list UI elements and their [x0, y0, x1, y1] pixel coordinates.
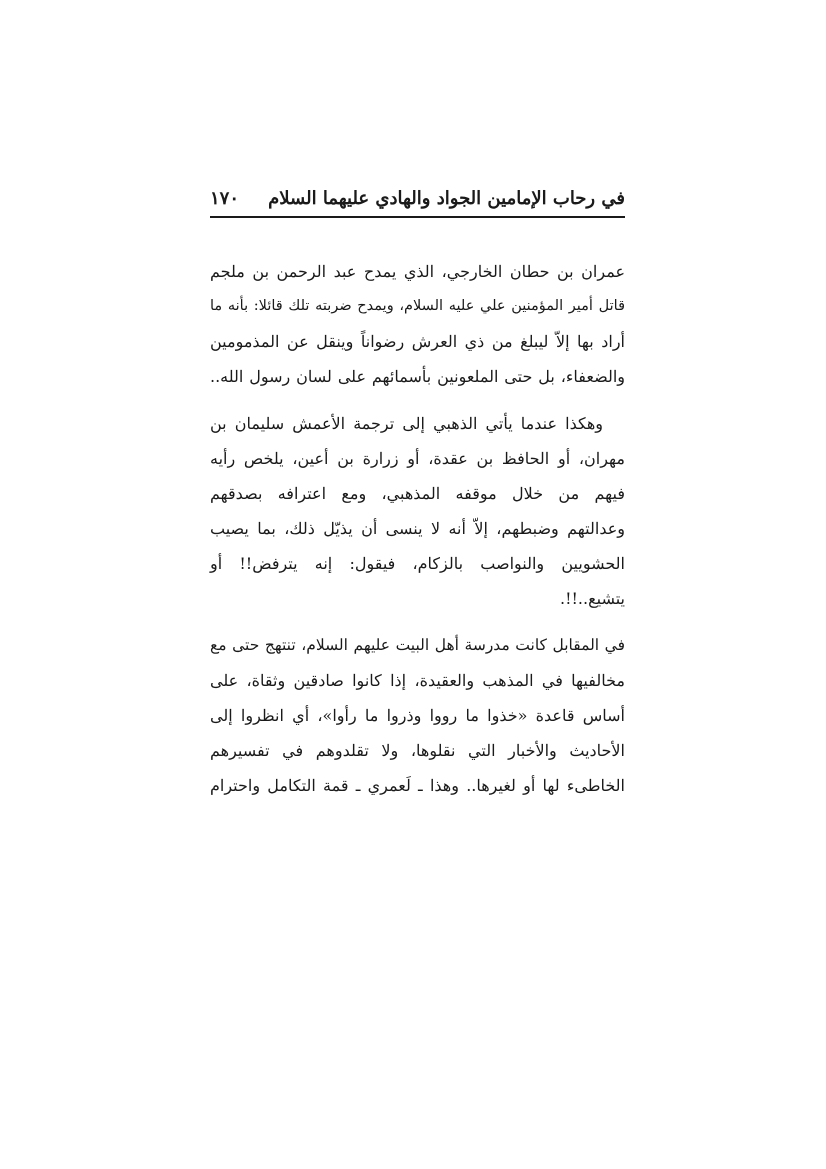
- text-line: وهكذا عندما يأتي الذهبي إلى ترجمة الأعمش سليمان بن: [210, 414, 603, 433]
- text-line: مهران، أو الحافظ بن عقدة، أو زرارة بن أعين، يلخص رأيه: [210, 449, 625, 468]
- page-header: [210, 186, 625, 216]
- text-line: أراد بها إلاّ ليبلغ من ذي العرش رضواناً وينقل عن المذمومين: [210, 332, 625, 351]
- text-line: فيهم من خلال موقفه المذهبي، ومع اعترافه بصدقهم: [210, 484, 625, 503]
- text-line: الأحاديث والأخبار التي نقلوها، ولا تقلدوهم في تفسيرهم: [210, 741, 625, 760]
- paragraph-2: [210, 406, 625, 616]
- header-divider: [210, 216, 625, 218]
- text-line: وعدالتهم وضبطهم، إلاّ أنه لا ينسى أن يذيّل ذلك، بما يصيب: [210, 519, 625, 538]
- text-line: قاتل أمير المؤمنين علي عليه السلام، ويمدح ضربته تلك قائلا: بأنه ما: [210, 298, 625, 314]
- text-line: الخاطىء لها أو لغيرها.. وهذا ـ لَعمري ـ قمة التكامل واحترام: [210, 776, 625, 795]
- text-line: عمران بن حطان الخارجي، الذي يمدح عبد الرحمن بن ملجم: [210, 262, 625, 281]
- text-line: أساس قاعدة «خذوا ما رووا وذروا ما رأوا»، أي انظروا إلى: [210, 706, 625, 725]
- text-line: يتشيع..!!.: [559, 589, 625, 608]
- text-line: مخالفيها في المذهب والعقيدة، إذا كانوا صادقين وثقاة، على: [210, 671, 625, 690]
- text-line: في المقابل كانت مدرسة أهل البيت عليهم السلام، تنتهج حتى مع: [210, 636, 625, 654]
- running-title: في رحاب الإمامين الجواد والهادي عليهما السلام: [268, 188, 625, 209]
- page-number: ١٧٠: [210, 188, 240, 209]
- body-text: [210, 254, 625, 803]
- paragraph-1: [210, 254, 625, 394]
- text-line: والضعفاء، بل حتى الملعونين بأسمائهم على لسان رسول الله..: [210, 367, 625, 386]
- text-line: الحشويين والنواصب بالزكام، فيقول: إنه يترفض!! أو: [210, 554, 625, 573]
- paragraph-3: [210, 628, 625, 803]
